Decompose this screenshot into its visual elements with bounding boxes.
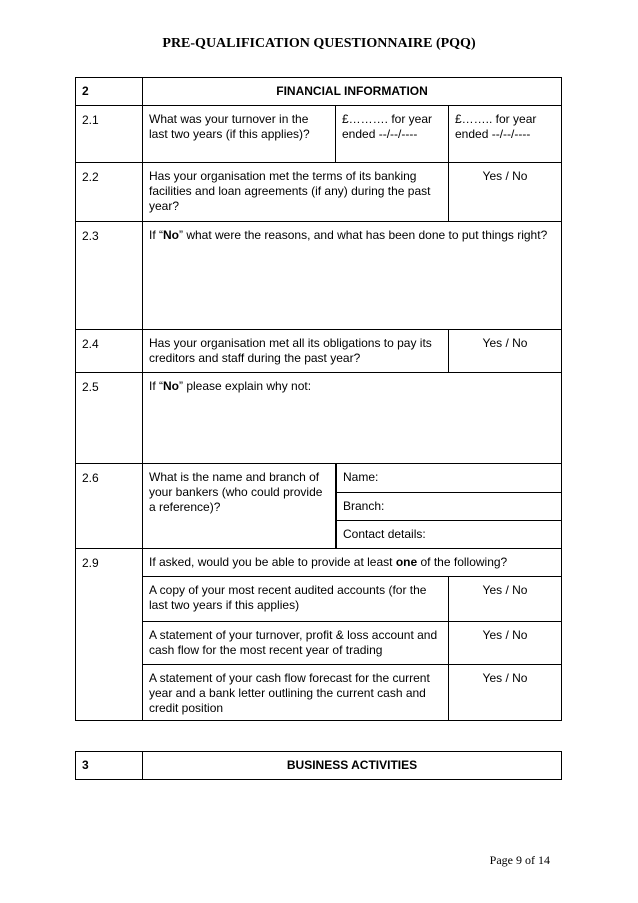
banking-facilities-question: Has your organisation met the terms of its banking facilities and loan agreements (if any) during the past year? [143,163,449,222]
section-header-row [76,78,562,106]
question-text-bold: No [163,228,179,242]
section-header-row [76,752,562,780]
bank-contact-details-field[interactable]: Contact details: [337,520,562,548]
provide-documents-question [143,549,562,577]
question-text-post: ” please explain why not: [179,379,312,393]
row-2-1 [76,106,562,163]
turnover-statement-item: A statement of your turnover, profit & loss account and cash flow for the most recent year of trading [143,622,449,665]
section-title: FINANCIAL INFORMATION [143,78,562,106]
row-2-6 [76,464,562,549]
question-text-post: of the following? [417,555,508,569]
bankers-fields [336,464,562,549]
row-2-2 [76,163,562,222]
row-number: 2.3 [76,222,143,330]
creditors-question: Has your organisation met all its obligations to pay its creditors and staff during the past year? [143,330,449,373]
question-text-pre: If “ [149,379,163,393]
question-text-bold: one [395,555,418,569]
row-2-3 [76,222,562,330]
document-title: PRE-QUALIFICATION QUESTIONNAIRE (PQQ) [162,36,476,51]
audited-accounts-item: A copy of your most recent audited accounts (for the last two years if this applies) [143,577,449,622]
business-activities-table [75,751,562,780]
explain-why-not-box[interactable] [143,373,562,464]
bank-name-field[interactable]: Name: [337,464,562,492]
financial-information-table [75,77,562,721]
row-number: 2.5 [76,373,143,464]
turnover-year-2-field[interactable]: £…….. for year ended --/--/---- [449,106,562,163]
section-title: BUSINESS ACTIVITIES [143,752,562,780]
cash-flow-forecast-yes-no[interactable]: Yes / No [449,665,562,721]
turnover-statement-yes-no[interactable]: Yes / No [449,622,562,665]
document-item-row [76,577,562,622]
document-item-row [76,665,562,721]
creditors-yes-no[interactable]: Yes / No [449,330,562,373]
banking-facilities-yes-no[interactable]: Yes / No [449,163,562,222]
row-number: 2.2 [76,163,143,222]
audited-accounts-yes-no[interactable]: Yes / No [449,577,562,622]
question-text-post: ” what were the reasons, and what has been done to put things right? [179,228,548,242]
row-number: 2.6 [76,464,143,549]
row-2-5 [76,373,562,464]
bank-branch-field[interactable]: Branch: [337,492,562,520]
row-2-4 [76,330,562,373]
section-number: 3 [76,752,143,780]
turnover-question: What was your turnover in the last two years (if this applies)? [143,106,336,163]
bankers-question: What is the name and branch of your bankers (who could provide a reference)? [143,464,336,549]
question-text-pre: If asked, would you be able to provide at least [149,555,396,569]
cash-flow-forecast-item: A statement of your cash flow forecast for the current year and a bank letter outlining the current cash and credit position [143,665,449,721]
section-number: 2 [76,78,143,106]
row-number: 2.9 [76,549,143,721]
document-item-row [76,622,562,665]
row-number: 2.4 [76,330,143,373]
question-text-pre: If “ [149,228,163,242]
row-2-9 [76,549,562,577]
row-number: 2.1 [76,106,143,163]
page-number: Page 9 of 14 [489,853,550,867]
question-text-bold: No [163,379,179,393]
turnover-year-1-field[interactable]: £………. for year ended --/--/---- [336,106,449,163]
reasons-answer-box[interactable] [143,222,562,330]
